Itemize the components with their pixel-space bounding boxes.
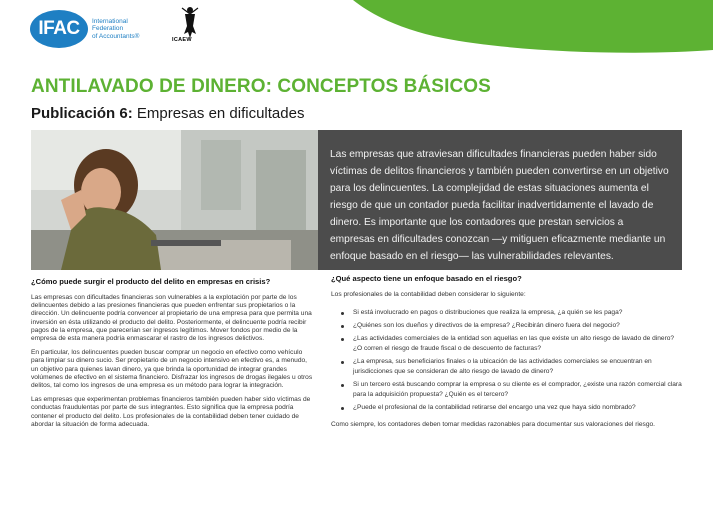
page-header <box>0 0 713 60</box>
list-item: ¿La empresa, sus beneficiarios finales o la ubicación de las actividades comerciales se encuentran en jurisdicciones que se consideran de alto riesgo de lavado de dinero? <box>331 357 683 377</box>
right-column <box>331 274 683 438</box>
bullet-icon <box>341 407 344 410</box>
list-item: ¿Las actividades comerciales de la entidad son aquellas en las que existe un alto riesgo de lavado de dinero? ¿O corren el riesgo de fraude fiscal o de descuento de facturas? <box>331 334 683 354</box>
icaew-crest-icon <box>176 4 204 52</box>
intro-text: Las empresas que atraviesan dificultades financieras pueden haber sido víctimas de delitos financieros y también pueden convertirse en un objetivo para los delincuentes. La complejidad de estas situaciones aumenta el riesgo de que un contador pueda facilitar inadvertidamente el lavado de dinero. Es importante que los contadores que prestan servicios a empresas en dificultades conozcan —y mitiguen eficazmente mediante un enfoque basado en el riesgo— las vulnerabilidades relevantes. <box>330 149 669 262</box>
right-heading: ¿Qué aspecto tiene un enfoque basado en el riesgo? <box>331 274 522 283</box>
icaew-label: ICAEW <box>172 37 192 43</box>
page-subtitle: Publicación 6: Empresas en dificultades <box>31 105 305 122</box>
left-heading: ¿Cómo puede surgir el producto del delito en empresas en crisis? <box>31 277 271 286</box>
left-paragraph: Las empresas con dificultades financieras son vulnerables a la explotación por parte de los delincuentes debido a las presiones financieras que pueden enfrentar sus propietarios o la dirección. Un delincuente podría convencer al propietario de una empresa para que permita una inversión en ésta utilizando el producto del delito. Posteriormente, el delincuente podría recibir pagos de la empresa, que parecerían ser ingresos legítimos. Mover fondos por medio de la empresa de esta manera podría enmascarar el rastro de los ingresos delictivos. <box>31 294 312 343</box>
right-closing: Como siempre, los contadores deben tomar medidas razonables para documentar sus valoraciones del riesgo. <box>331 421 655 429</box>
right-lead: Los profesionales de la contabilidad deben considerar lo siguiente: <box>331 291 526 298</box>
bullet-icon <box>341 361 344 364</box>
risk-list <box>331 308 683 413</box>
bullet-icon <box>341 338 344 341</box>
list-item: Si está involucrado en pagos o distribuciones que realiza la empresa, ¿a quién se les paga? <box>331 308 683 318</box>
list-item: ¿Quiénes son los dueños y directivos de la empresa? ¿Recibirán dinero fuera del negocio? <box>331 321 683 331</box>
bullet-icon <box>341 312 344 315</box>
stressed-woman-photo <box>31 130 318 270</box>
left-paragraph: Las empresas que experimentan problemas financieros también pueden haber sido víctimas de conductas fraudulentas por parte de sus integrantes. Esto significa que la empresa podría contener el producto del delito. Los profesionales de la contabilidad deben tener cuidado de abordar la situación de forma adecuada. <box>31 396 311 428</box>
green-swoosh-decoration <box>333 0 713 60</box>
page-title: ANTILAVADO DE DINERO: CONCEPTOS BÁSICOS <box>31 76 491 97</box>
left-paragraph: En particular, los delincuentes pueden buscar comprar un negocio en efectivo como vehículo para limpiar su dinero sucio. Ser propietario de un negocio intensivo en efectivo es, a menudo, un objetivo para quienes lavan dinero, ya que brinda la oportunidad de integrar grandes volúmenes de efectivo en el sistema financiero. Disfrazar los ingresos de drogas ilegales u otros delitos, tal como los ingresos de una empresa es un método para lograr la integración. <box>31 349 313 390</box>
intro-box <box>318 130 682 270</box>
list-item: Si un tercero está buscando comprar la empresa o su cliente es el comprador, ¿existe una razón comercial clara para la adquisición propuesta? ¿Quién es el tercero? <box>331 380 683 400</box>
bullet-icon <box>341 325 344 328</box>
ifac-logo <box>30 10 139 48</box>
list-item: ¿Puede el profesional de la contabilidad retirarse del encargo una vez que haya sido nombrado? <box>331 403 683 413</box>
ifac-logo-text: International Federation of Accountants® <box>92 17 140 40</box>
bullet-icon <box>341 384 344 387</box>
left-column <box>31 277 314 435</box>
ifac-logo-mark: IFAC <box>30 10 88 48</box>
